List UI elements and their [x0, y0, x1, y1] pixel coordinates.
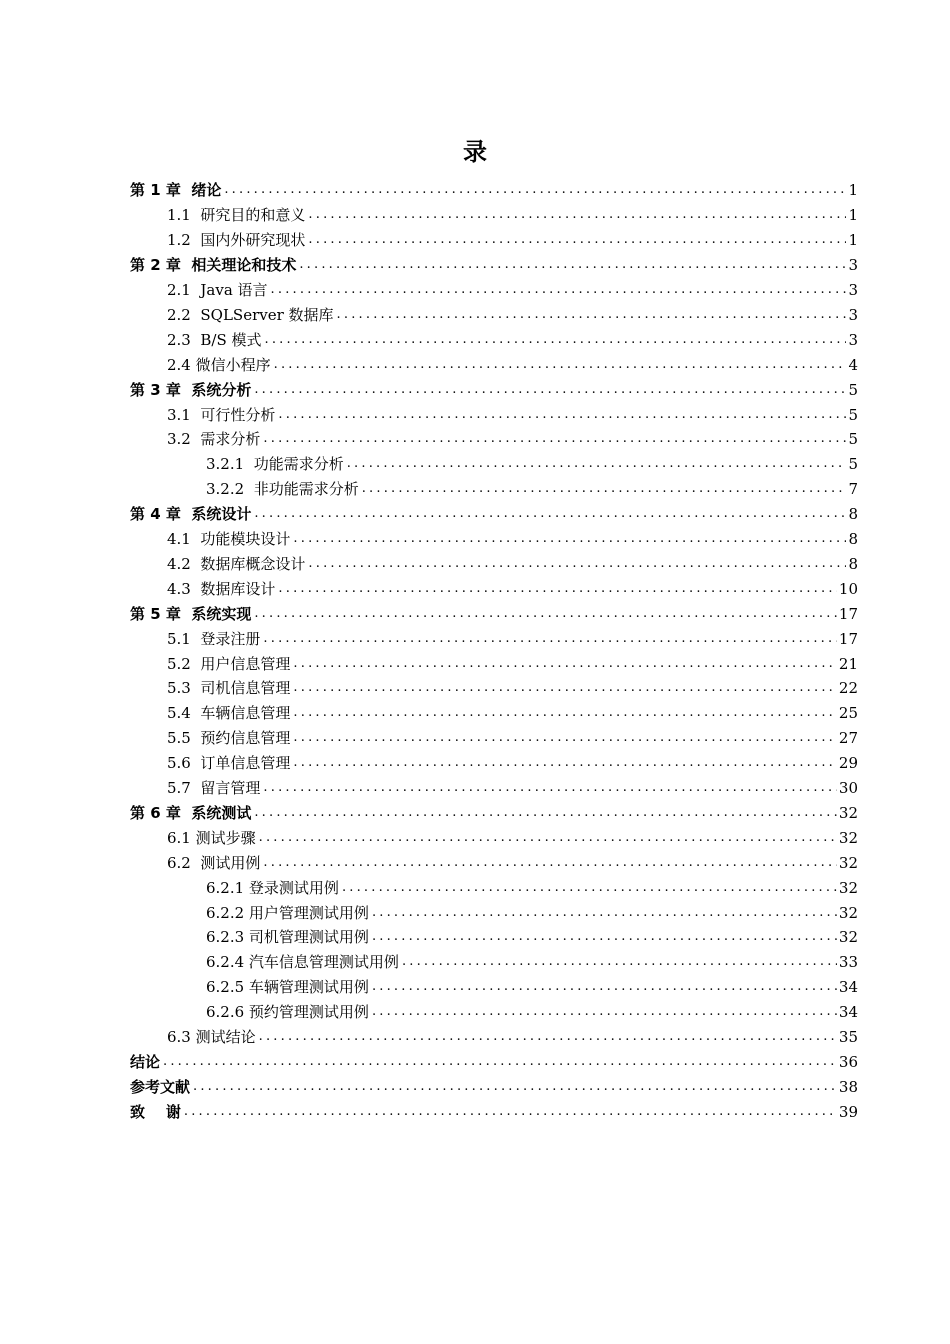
toc-entry[interactable] — [0, 875, 950, 900]
toc-entry-label: 第 4 章 系统设计 — [130, 505, 252, 524]
toc-entry-page: 32 — [838, 928, 858, 947]
toc-entry[interactable] — [0, 1025, 950, 1050]
toc-entry[interactable] — [0, 377, 950, 402]
toc-entry-page: 30 — [838, 779, 858, 798]
toc-leader-dots — [224, 181, 846, 199]
toc-entry[interactable] — [0, 925, 950, 950]
toc-entry-label: 参考文献 — [130, 1077, 191, 1096]
toc-entry-page: 36 — [838, 1052, 858, 1071]
toc-leader-dots — [259, 1028, 837, 1046]
toc-entry-page: 25 — [838, 704, 858, 723]
toc-entry[interactable] — [0, 1050, 950, 1075]
toc-entry-label: 2.4 微信小程序 — [167, 355, 271, 374]
toc-entry[interactable] — [0, 850, 950, 875]
toc-entry[interactable] — [0, 427, 950, 452]
toc-entry-page: 21 — [838, 654, 858, 673]
toc-entry-label: 第 2 章 相关理论和技术 — [130, 256, 297, 275]
toc-entry-page: 5 — [848, 405, 858, 424]
toc-entry[interactable] — [0, 776, 950, 801]
toc-entry-page: 38 — [838, 1077, 858, 1096]
toc-entry-label: 结论 — [130, 1052, 161, 1071]
toc-entry[interactable] — [0, 178, 950, 203]
toc-entry[interactable] — [0, 1074, 950, 1099]
toc-entry-label: 2.3 B/S 模式 — [167, 330, 262, 349]
toc-leader-dots — [274, 356, 846, 374]
toc-entry[interactable] — [0, 1000, 950, 1025]
toc-entry[interactable] — [0, 477, 950, 502]
toc-entry-page: 32 — [838, 903, 858, 922]
toc-leader-dots — [263, 779, 837, 797]
toc-entry-page: 5 — [848, 455, 858, 474]
toc-leader-dots — [337, 306, 846, 324]
toc-entry-page: 32 — [838, 853, 858, 872]
toc-leader-dots — [293, 530, 846, 548]
toc-entry-label: 1.2 国内外研究现状 — [167, 231, 306, 250]
toc-entry-label: 6.2.2 用户管理测试用例 — [206, 903, 369, 922]
toc-entry-page: 8 — [848, 505, 858, 524]
toc-leader-dots — [254, 605, 837, 623]
toc-entry-label: 5.4 车辆信息管理 — [167, 704, 291, 723]
toc-entry-label: 6.2.3 司机管理测试用例 — [206, 928, 369, 947]
toc-entry-page: 1 — [848, 231, 858, 250]
toc-entry-page: 8 — [848, 554, 858, 573]
toc-entry[interactable] — [0, 626, 950, 651]
toc-leader-dots — [342, 879, 837, 897]
toc-leader-dots — [293, 679, 837, 697]
toc-entry-label: 2.2 SQLServer 数据库 — [167, 305, 334, 324]
toc-leader-dots — [271, 281, 846, 299]
toc-entry-label: 6.3 测试结论 — [167, 1028, 256, 1047]
toc-leader-dots — [347, 455, 846, 473]
toc-entry-label: 6.2.6 预约管理测试用例 — [206, 1003, 369, 1022]
toc-entry[interactable] — [0, 651, 950, 676]
toc-leader-dots — [372, 928, 837, 946]
toc-leader-dots — [293, 655, 837, 673]
toc-entry-label: 第 1 章 绪论 — [130, 181, 222, 200]
toc-entry-page: 34 — [838, 978, 858, 997]
toc-leader-dots — [372, 904, 837, 922]
toc-entry[interactable] — [0, 203, 950, 228]
toc-leader-dots — [263, 430, 846, 448]
toc-entry-label: 第 6 章 系统测试 — [130, 803, 252, 822]
toc-entry-page: 8 — [848, 530, 858, 549]
toc-entry-label: 5.7 留言管理 — [167, 779, 261, 798]
toc-entry-page: 3 — [848, 305, 858, 324]
toc-entry-label: 5.3 司机信息管理 — [167, 679, 291, 698]
toc-leader-dots — [293, 754, 837, 772]
toc-entry-page: 33 — [838, 953, 858, 972]
toc-entry-label: 5.6 订单信息管理 — [167, 754, 291, 773]
toc-entry-label: 6.1 测试步骤 — [167, 828, 256, 847]
toc-entry-page: 17 — [838, 604, 858, 623]
toc-entry-label: 6.2.1 登录测试用例 — [206, 878, 339, 897]
toc-entry[interactable] — [0, 552, 950, 577]
toc-entry-page: 39 — [838, 1102, 858, 1121]
toc-entry-label: 4.2 数据库概念设计 — [167, 554, 306, 573]
toc-entry-label: 5.1 登录注册 — [167, 629, 261, 648]
toc-entry[interactable] — [0, 751, 950, 776]
toc-entry-label: 第 5 章 系统实现 — [130, 604, 252, 623]
toc-leader-dots — [308, 555, 846, 573]
toc-entry[interactable] — [0, 576, 950, 601]
toc-leader-dots — [372, 1003, 837, 1021]
toc-entry-page: 32 — [838, 828, 858, 847]
toc-entry[interactable] — [0, 1099, 950, 1124]
toc-entry[interactable] — [0, 900, 950, 925]
toc-entry[interactable] — [0, 253, 950, 278]
toc-entry-label: 5.5 预约信息管理 — [167, 729, 291, 748]
toc-entry-page: 17 — [838, 629, 858, 648]
toc-leader-dots — [263, 854, 837, 872]
toc-leader-dots — [254, 505, 846, 523]
toc-entry[interactable] — [0, 452, 950, 477]
toc-entry-page: 1 — [848, 206, 858, 225]
toc-entry-page: 10 — [838, 579, 858, 598]
toc-entry-label: 2.1 Java 语言 — [167, 281, 268, 300]
toc-leader-dots — [402, 953, 837, 971]
toc-leader-dots — [254, 381, 846, 399]
toc-leader-dots — [265, 331, 846, 349]
toc-leader-dots — [278, 406, 846, 424]
toc-entry[interactable] — [0, 352, 950, 377]
toc-entry[interactable] — [0, 278, 950, 303]
toc-entry[interactable] — [0, 701, 950, 726]
toc-leader-dots — [163, 1053, 837, 1071]
toc-entry[interactable] — [0, 601, 950, 626]
toc-entry-page: 32 — [838, 803, 858, 822]
toc-entry[interactable] — [0, 402, 950, 427]
toc-entry-label: 3.2 需求分析 — [167, 430, 261, 449]
toc-entry-label: 3.1 可行性分析 — [167, 405, 276, 424]
toc-entry-page: 29 — [838, 754, 858, 773]
toc-entry-label: 3.2.1 功能需求分析 — [206, 455, 344, 474]
toc-entry-page: 7 — [848, 480, 858, 499]
toc-leader-dots — [308, 231, 846, 249]
toc-leader-dots — [372, 978, 837, 996]
toc-leader-dots — [184, 1103, 837, 1121]
toc-entry-page: 4 — [848, 355, 858, 374]
toc-entry-label: 6.2.5 车辆管理测试用例 — [206, 978, 369, 997]
toc-entry-label: 5.2 用户信息管理 — [167, 654, 291, 673]
toc-entry[interactable] — [0, 303, 950, 328]
toc-entry[interactable] — [0, 228, 950, 253]
toc-entry[interactable] — [0, 950, 950, 975]
toc-entry-page: 5 — [848, 430, 858, 449]
toc-entry-page: 3 — [848, 281, 858, 300]
toc-entry-label: 6.2 测试用例 — [167, 853, 261, 872]
toc-entry-page: 3 — [848, 256, 858, 275]
toc-entry[interactable] — [0, 801, 950, 826]
toc-leader-dots — [293, 729, 837, 747]
toc-leader-dots — [362, 480, 846, 498]
toc-leader-dots — [308, 206, 846, 224]
toc-entry-page: 1 — [848, 181, 858, 200]
toc-entry-label: 4.1 功能模块设计 — [167, 530, 291, 549]
toc-entry-page: 35 — [838, 1028, 858, 1047]
toc-entry-label: 3.2.2 非功能需求分析 — [206, 480, 359, 499]
toc-leader-dots — [278, 580, 837, 598]
toc-leader-dots — [299, 256, 846, 274]
toc-leader-dots — [193, 1078, 837, 1096]
toc-leader-dots — [263, 630, 837, 648]
toc-entry-page: 3 — [848, 330, 858, 349]
toc-entry-page: 34 — [838, 1003, 858, 1022]
toc-entry[interactable] — [0, 726, 950, 751]
toc-entry[interactable] — [0, 676, 950, 701]
toc-entry-page: 5 — [848, 380, 858, 399]
page-title: 录 — [463, 138, 487, 166]
toc-leader-dots — [259, 829, 837, 847]
toc-entry-label: 第 3 章 系统分析 — [130, 380, 252, 399]
toc-leader-dots — [293, 704, 837, 722]
toc-entry-page: 32 — [838, 878, 858, 897]
toc-entry[interactable] — [0, 327, 950, 352]
toc-entry-label: 6.2.4 汽车信息管理测试用例 — [206, 953, 399, 972]
toc-entry-label: 4.3 数据库设计 — [167, 579, 276, 598]
toc-entry-page: 27 — [838, 729, 858, 748]
toc-leader-dots — [254, 804, 837, 822]
toc-entry-label: 致 谢 — [130, 1102, 181, 1121]
toc-entry[interactable] — [0, 975, 950, 1000]
toc-entry[interactable] — [0, 825, 950, 850]
toc-entry-page: 22 — [838, 679, 858, 698]
toc-entry[interactable] — [0, 502, 950, 527]
toc-entry-label: 1.1 研究目的和意义 — [167, 206, 306, 225]
toc-entry[interactable] — [0, 527, 950, 552]
